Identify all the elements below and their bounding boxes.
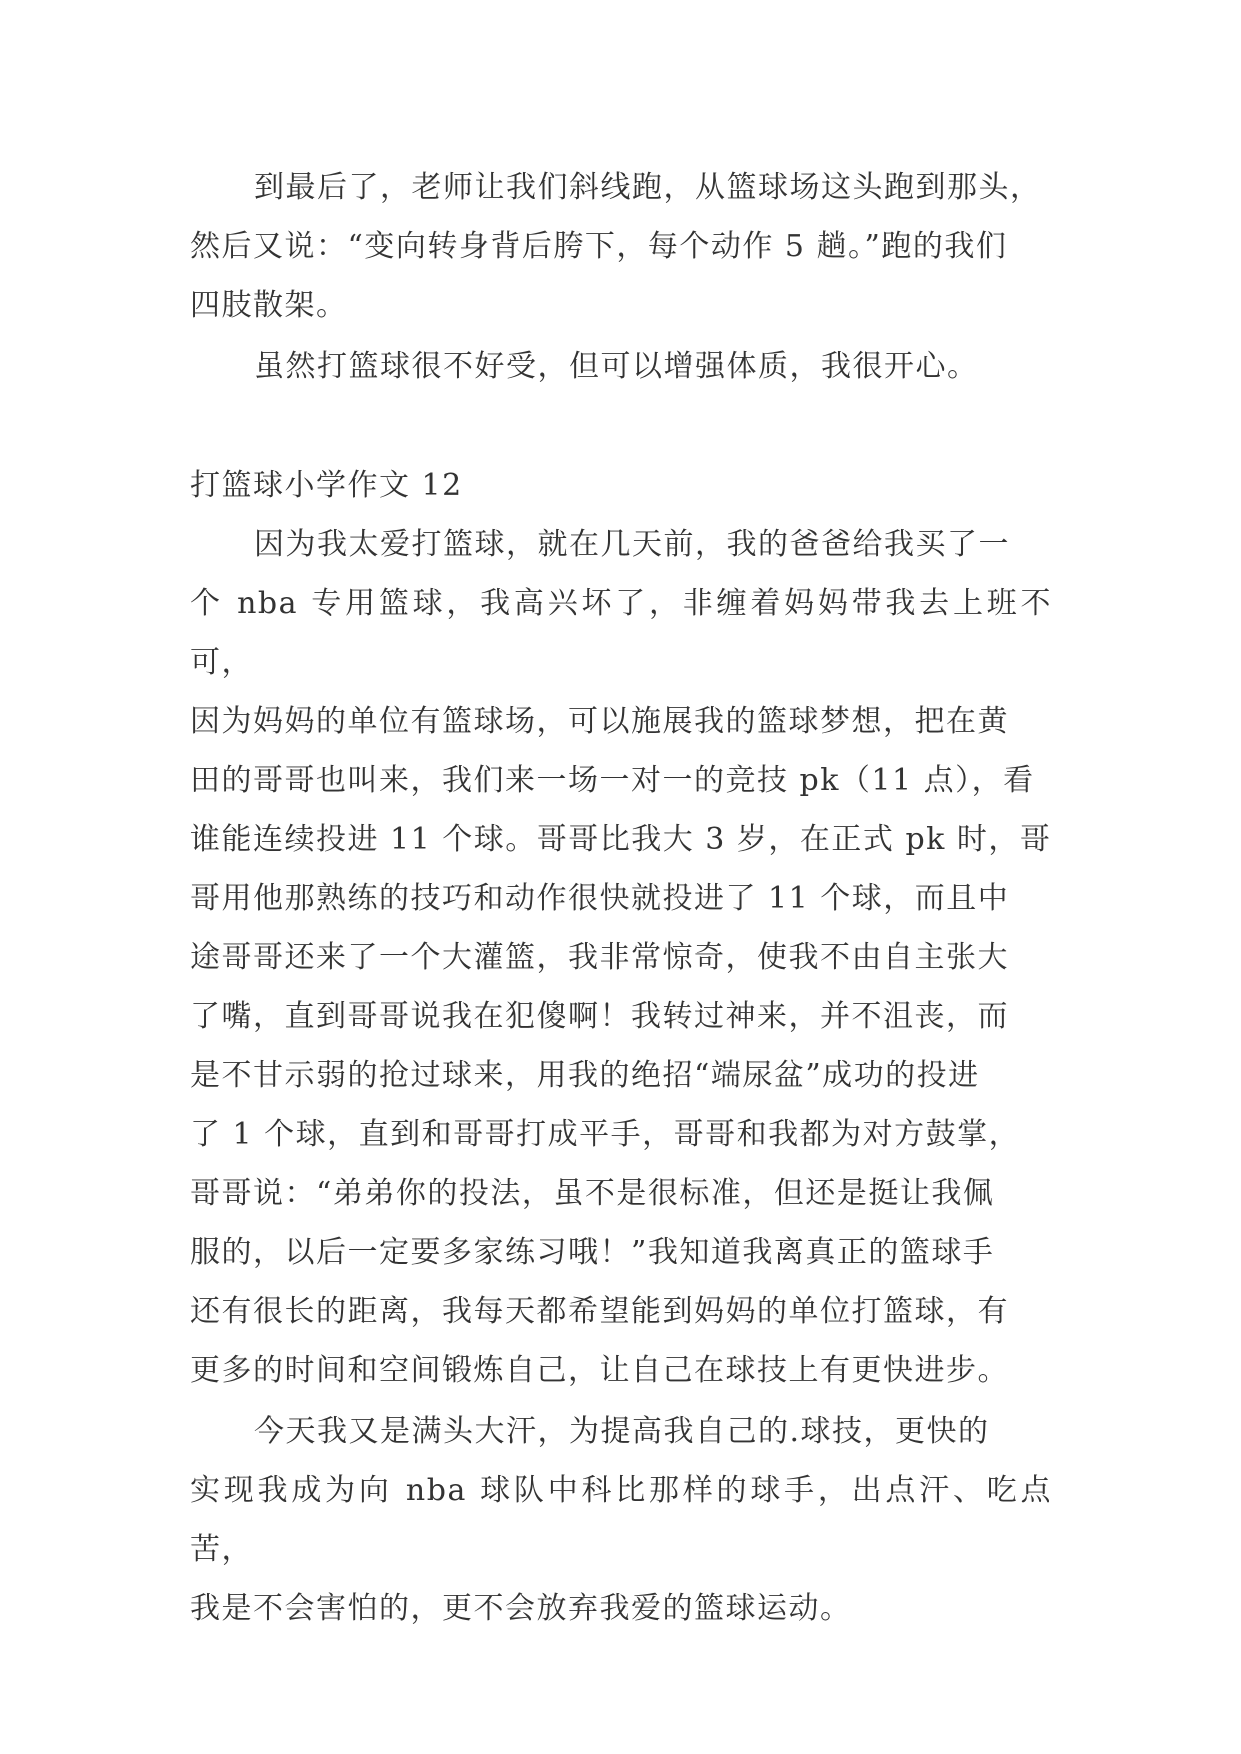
paragraph: 到最后了，老师让我们斜线跑，从篮球场这头跑到那头， 然后又说：“变向转身背后胯下，每个动作 5 趟。”跑的我们 四肢散架。 <box>190 170 1042 323</box>
document-body <box>190 158 1052 1638</box>
section-heading: 打篮球小学作文 12 <box>190 468 463 503</box>
paragraph: 今天我又是满头大汗，为提高我自己的.球技，更快的 实现我成为向 nba 球队中科比那样的球手，出点汗、吃点苦， 我是不会害怕的，更不会放弃我爱的篮球运动。 <box>190 1414 1052 1626</box>
paragraph: 因为我太爱打篮球，就在几天前，我的爸爸给我买了一 个 nba 专用篮球，我高兴坏了，非缠着妈妈带我去上班不可， 因为妈妈的单位有篮球场，可以施展我的篮球梦想，把在黄 田的哥哥也叫来，我们来一场一对一的竞技 pk（11 点），看 谁能连续投进 11 个球。哥哥比我大 3 岁，在正式 pk 时，哥 哥用他那熟练的技巧和动作很快就投进了 11 个球，而且中 途哥哥还来了一个大灌篮，我非常惊奇，使我不由自主张大 了嘴，直到哥哥说我在犯傻啊！我转过神来，并不沮丧，而 是不甘示弱的抢过球来，用我的绝招“端尿盆”成功的投进 了 1 个球，直到和哥哥打成平手，哥哥和我都为对方鼓掌， 哥哥说：“弟弟你的投法，虽不是很标准，但还是挺让我佩 服的，以后一定要多家练习哦！”我知道我离真正的篮球手 还有很长的距离，我每天都希望能到妈妈的单位打篮球，有 更多的时间和空间锻炼自己，让自己在球技上有更快进步。 <box>190 527 1052 1388</box>
paragraph: 虽然打篮球很不好受，但可以增强体质，我很开心。 <box>254 349 979 384</box>
